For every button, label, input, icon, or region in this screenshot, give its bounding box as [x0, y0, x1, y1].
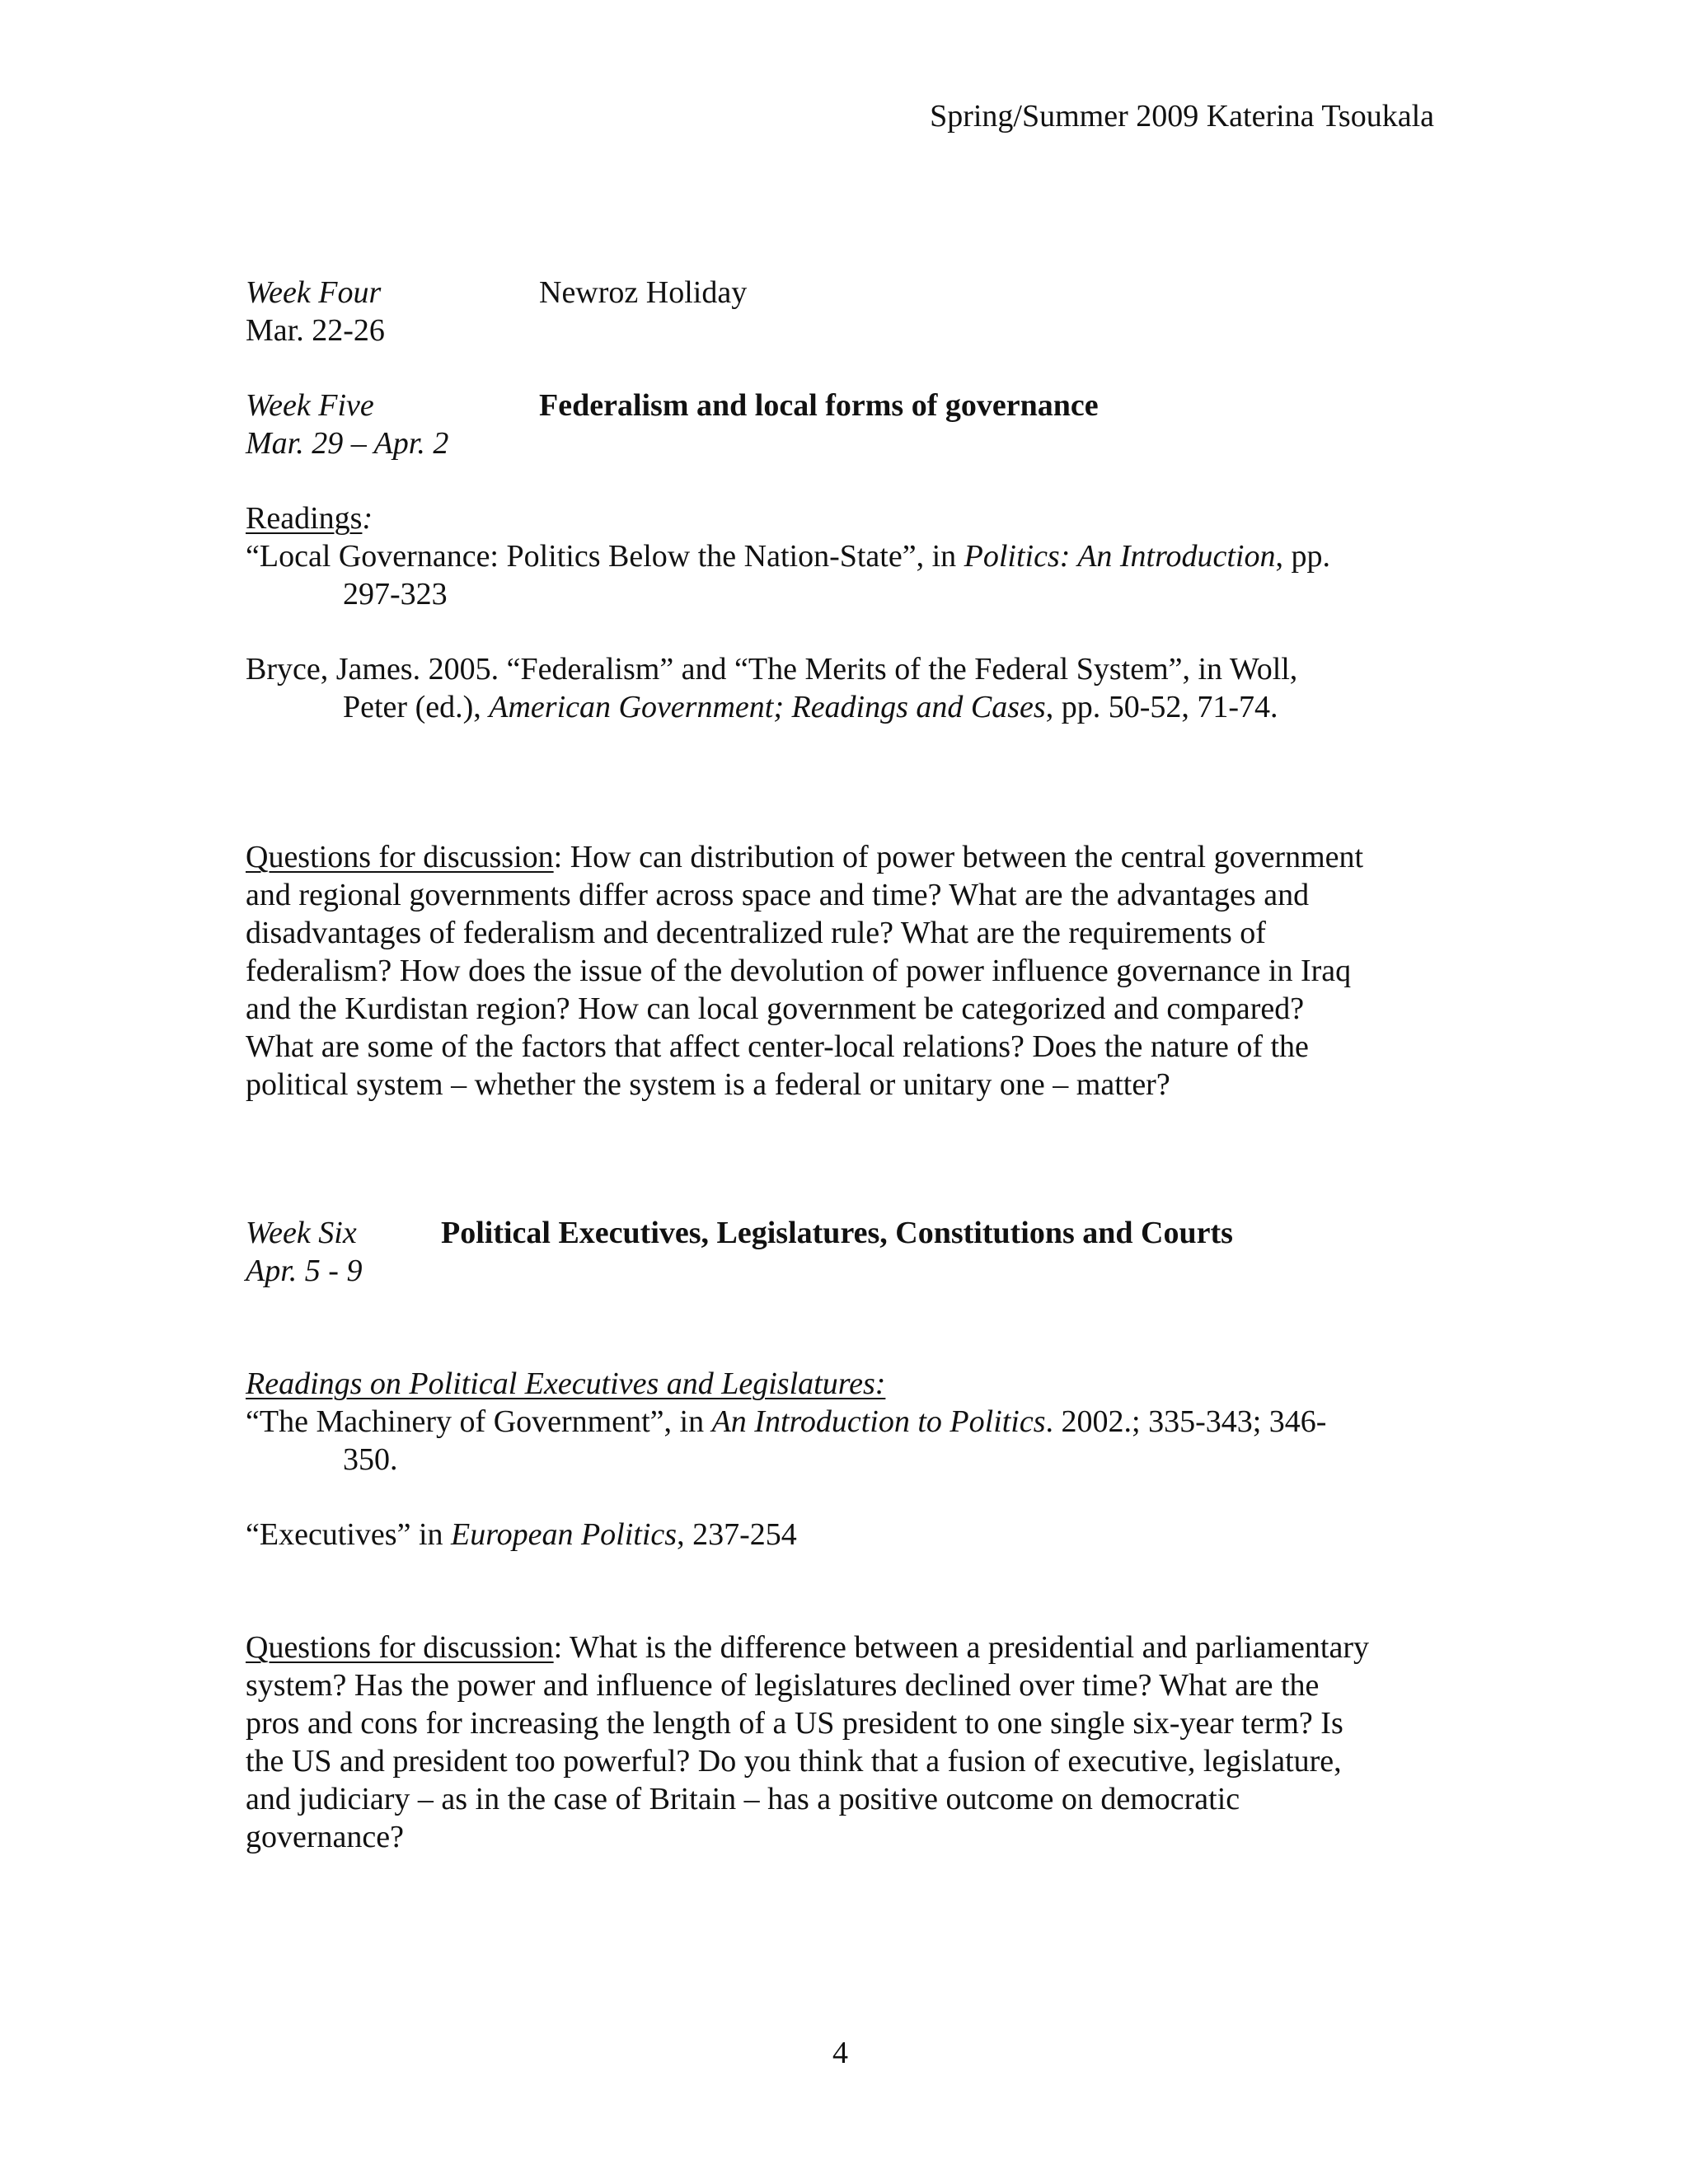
week5-dates: Mar. 29 – Apr. 2	[246, 426, 449, 461]
week4-topic: Newroz Holiday	[539, 275, 748, 310]
week5-topic: Federalism and local forms of governance	[539, 388, 1099, 423]
week5-label: Week Five	[246, 388, 374, 423]
week6-reading-1: “The Machinery of Government”, in An Introduction to Politics. 2002.; 335-343; 346- 350.	[246, 1404, 1327, 1477]
week6-reading-2: “Executives” in European Politics, 237-254	[246, 1517, 797, 1552]
week4-label: Week Four	[246, 275, 382, 310]
week5-readings-heading: Readings:	[246, 501, 373, 536]
week6-dates: Apr. 5 - 9	[246, 1254, 363, 1288]
week6-questions: Questions for discussion: What is the difference between a presidential and parliamentary system? Has the power and influence of legislatures declined over time? What are the pros and cons for increasing the length of a US president to one single six-year term? Is the US and president too powerful? Do you think that a fusion of executive, legislature, and judiciary – as in the case of Britain – has a positive outcome on democratic governance?	[246, 1630, 1369, 1854]
week6-readings-heading: Readings on Political Executives and Legislatures:	[246, 1366, 886, 1401]
week4-dates: Mar. 22-26	[246, 313, 385, 348]
page-header: Spring/Summer 2009 Katerina Tsoukala	[930, 99, 1434, 134]
week5-questions: Questions for discussion: How can distribution of power between the central government and regional governments differ across space and time? What are the advantages and disadvantages of federalism and decentralized rule? What are the requirements of federalism? How does the issue of the devolution of power influence governance in Iraq and the Kurdistan region? How can local government be categorized and compared? What are some of the factors that affect center-local relations? Does the nature of the political system – whether the system is a federal or unitary one – matter?	[246, 840, 1364, 1102]
week5-reading-1: “Local Governance: Politics Below the Nation-State”, in Politics: An Introduction, pp. 297-323	[246, 539, 1330, 612]
page-number: 4	[832, 2036, 848, 2070]
week6-label: Week Six	[246, 1216, 357, 1250]
week6-topic: Political Executives, Legislatures, Constitutions and Courts	[441, 1216, 1233, 1250]
week5-reading-2: Bryce, James. 2005. “Federalism” and “The Merits of the Federal System”, in Woll, Peter (ed.), American Government; Readings and Cases, pp. 50-52, 71-74.	[246, 652, 1298, 724]
